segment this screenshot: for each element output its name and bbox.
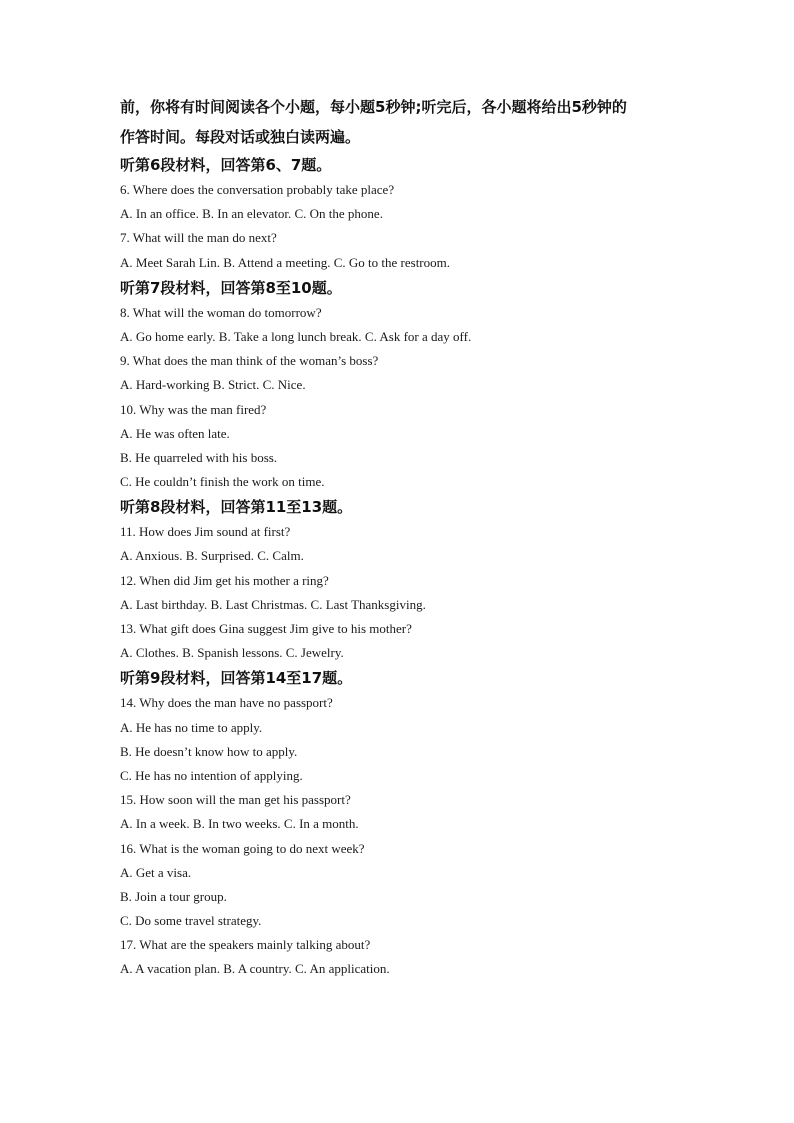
answer-options: A. Hard-working B. Strict. C. Nice. bbox=[120, 377, 306, 393]
answer-options: B. He quarreled with his boss. bbox=[120, 449, 278, 465]
answer-options: A. In a week. B. In two weeks. C. In a month. bbox=[120, 816, 359, 832]
answer-options: C. Do some travel strategy. bbox=[120, 913, 262, 929]
question-text: 15. How soon will the man get his passport? bbox=[120, 792, 351, 808]
answer-options: A. He has no time to apply. bbox=[120, 719, 263, 735]
listening-section bbox=[120, 494, 690, 665]
answer-options: A. In an office. B. In an elevator. C. On the phone. bbox=[120, 206, 383, 222]
intro-line-1: 前，你将有时间阅读各个小题，每小题5秒钟;听完后，各小题将给出5秒钟的 bbox=[120, 98, 627, 116]
document-content bbox=[120, 92, 690, 982]
question-text: 11. How does Jim sound at first? bbox=[120, 524, 291, 540]
answer-options: A. Last birthday. B. Last Christmas. C. Last Thanksgiving. bbox=[120, 596, 426, 612]
answer-options: A. A vacation plan. B. A country. C. An application. bbox=[120, 961, 390, 977]
question-text: 14. Why does the man have no passport? bbox=[120, 695, 333, 711]
section-heading: 听第9段材料，回答第14至17题。 bbox=[120, 669, 353, 688]
answer-options: A. Get a visa. bbox=[120, 864, 192, 880]
question-text: 13. What gift does Gina suggest Jim give to his mother? bbox=[120, 621, 412, 636]
question-text: 10. Why was the man fired? bbox=[120, 401, 267, 417]
section-heading: 听第7段材料，回答第8至10题。 bbox=[120, 278, 342, 297]
answer-options: A. Go home early. B. Take a long lunch break. C. Ask for a day off. bbox=[120, 328, 472, 344]
question-text: 9. What does the man think of the woman’s boss? bbox=[120, 353, 379, 369]
question-text: 8. What will the woman do tomorrow? bbox=[120, 304, 322, 320]
answer-options: B. He doesn’t know how to apply. bbox=[120, 743, 298, 759]
question-text: 12. When did Jim get his mother a ring? bbox=[120, 572, 329, 588]
answer-options: B. Join a tour group. bbox=[120, 888, 227, 904]
listening-section bbox=[120, 152, 690, 275]
section-heading: 听第6段材料，回答第6、7题。 bbox=[120, 156, 332, 174]
listening-section bbox=[120, 665, 690, 981]
answer-options: A. Clothes. B. Spanish lessons. C. Jewelry. bbox=[120, 645, 344, 661]
section-heading: 听第8段材料，回答第11至13题。 bbox=[120, 498, 353, 517]
answer-options: A. He was often late. bbox=[120, 425, 230, 441]
listening-section bbox=[120, 275, 690, 495]
answer-options: A. Anxious. B. Surprised. C. Calm. bbox=[120, 548, 304, 564]
question-text: 7. What will the man do next? bbox=[120, 230, 277, 246]
question-text: 17. What are the speakers mainly talking about? bbox=[120, 937, 371, 953]
question-text: 16. What is the woman going to do next week? bbox=[120, 840, 365, 856]
intro-line-2: 作答时间。每段对话或独白读两遍。 bbox=[120, 128, 361, 146]
answer-options: C. He couldn’t finish the work on time. bbox=[120, 474, 325, 490]
question-text: 6. Where does the conversation probably take place? bbox=[120, 182, 395, 197]
answer-options: C. He has no intention of applying. bbox=[120, 767, 303, 783]
answer-options: A. Meet Sarah Lin. B. Attend a meeting. C. Go to the restroom. bbox=[120, 254, 450, 270]
sections-container bbox=[120, 152, 690, 982]
